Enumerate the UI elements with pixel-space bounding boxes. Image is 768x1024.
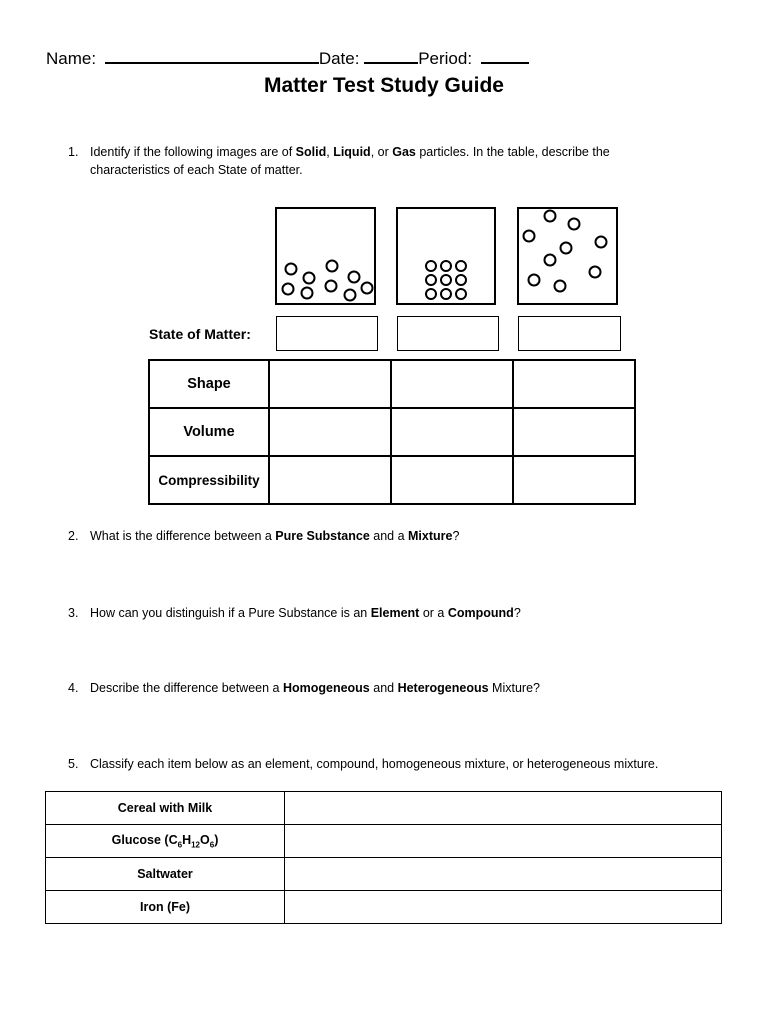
answer-cell[interactable] (391, 456, 513, 504)
row-header-compressibility: Compressibility (149, 456, 269, 504)
table-row (46, 891, 722, 924)
date-label: Date: (318, 49, 360, 68)
row-header-shape: Shape (149, 360, 269, 408)
state-answer-3[interactable] (518, 316, 621, 351)
classification-table (45, 791, 722, 924)
question-text: Describe the difference between a Homogeneous and Heterogeneous Mixture? (90, 681, 540, 695)
classification-answer[interactable] (285, 858, 722, 891)
answer-cell[interactable] (391, 408, 513, 456)
state-answer-2[interactable] (397, 316, 499, 351)
characteristics-table (148, 359, 636, 505)
item-cereal: Cereal with Milk (46, 792, 285, 825)
question-number: 2. (68, 529, 79, 543)
question-5 (68, 755, 748, 773)
item-glucose: Glucose $(C_6H_{12}O_6)$ (46, 825, 285, 858)
question-text: Classify each item below as an element, compound, homogeneous mixture, or heterogeneous mixture. (90, 757, 659, 771)
table-row (149, 408, 635, 456)
question-4 (68, 679, 708, 697)
question-number: 5. (68, 757, 79, 771)
state-answer-1[interactable] (276, 316, 378, 351)
table-row (46, 858, 722, 891)
answer-cell[interactable] (513, 360, 635, 408)
answer-cell[interactable] (269, 360, 391, 408)
item-saltwater: Saltwater (46, 858, 285, 891)
table-row (149, 360, 635, 408)
name-label: Name: (46, 49, 97, 68)
answer-cell[interactable] (269, 456, 391, 504)
page-title: Matter Test Study Guide (264, 74, 504, 97)
gas-particles (524, 211, 607, 292)
classification-answer[interactable] (285, 792, 722, 825)
table-row (46, 825, 722, 858)
question-2 (68, 527, 708, 545)
row-header-volume: Volume (149, 408, 269, 456)
question-text: Identify if the following images are of Solid, Liquid, or Gas particles. In the table, describe the characteristics of each State of matter. (90, 145, 610, 177)
answer-cell[interactable] (269, 408, 391, 456)
answer-cell[interactable] (513, 456, 635, 504)
answer-cell[interactable] (391, 360, 513, 408)
question-text: How can you distinguish if a Pure Substance is an Element or a Compound? (90, 606, 521, 620)
question-3 (68, 604, 708, 622)
period-label: Period: (418, 49, 473, 68)
state-of-matter-label: State of Matter: (149, 326, 251, 342)
liquid-particles (283, 261, 373, 301)
solid-particles (426, 261, 466, 299)
table-row (149, 456, 635, 504)
classification-answer[interactable] (285, 891, 722, 924)
answer-cell[interactable] (513, 408, 635, 456)
question-number: 1. (68, 145, 79, 159)
question-text: What is the difference between a Pure Substance and a Mixture? (90, 529, 460, 543)
classification-answer[interactable] (285, 825, 722, 858)
item-iron: Iron (Fe) (46, 891, 285, 924)
table-row (46, 792, 722, 825)
question-number: 3. (68, 606, 79, 620)
question-number: 4. (68, 681, 79, 695)
